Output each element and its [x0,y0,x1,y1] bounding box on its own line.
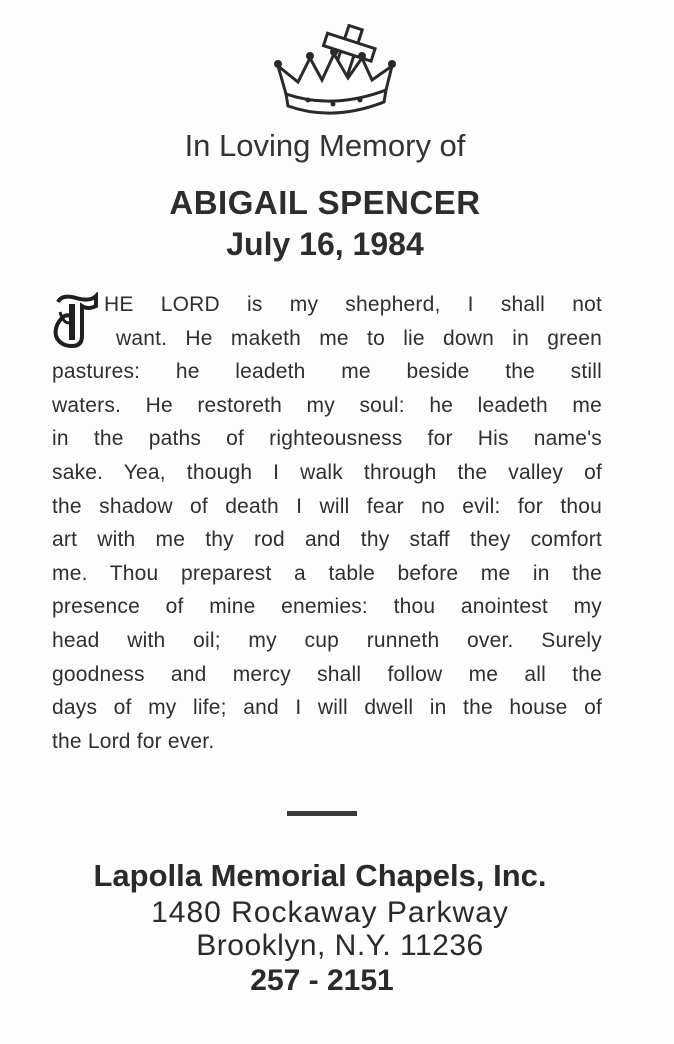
psalm-line: goodness and mercy shall follow me all the [52,662,602,686]
memorial-heading: In Loving Memory of [184,128,466,163]
psalm-text [52,288,602,758]
chapel-phone: 257 - 2151 [250,964,394,997]
ornate-letter-t-icon [52,292,100,348]
divider [287,811,357,816]
psalm-line: the Lord for ever. [52,729,215,753]
psalm-line: pastures: he leadeth me beside the still [52,360,602,384]
chapel-name: Lapolla Memorial Chapels, Inc. [93,858,547,893]
psalm-line: head with oil; my cup runneth over. Surely [52,628,602,652]
psalm-line: HE LORD is my shepherd, I shall not [104,293,602,316]
chapel-city: Brooklyn, N.Y. 11236 [196,929,484,962]
chapel-street: 1480 Rockaway Parkway [151,896,509,929]
deceased-name: ABIGAIL SPENCER [169,184,481,221]
psalm-line: me. Thou preparest a table before me in the [52,561,602,585]
psalm-line: sake. Yea, though I walk through the valley of [52,460,602,484]
psalm-line: the shadow of death I will fear no evil: for thou [52,494,602,518]
psalm-line: days of my life; and I will dwell in the house of [52,696,602,720]
crown-with-cross-icon [268,24,398,124]
psalm-line: waters. He restoreth my soul: he leadeth me [52,393,602,417]
psalm-line: art with me thy rod and thy staff they comfort [52,528,602,552]
psalm-line: want. He maketh me to lie down in green [116,326,602,350]
psalm-line: in the paths of righteousness for His name's [52,427,602,451]
memorial-date: July 16, 1984 [226,226,424,262]
psalm-line: presence of mine enemies: thou anointest my [52,595,602,619]
